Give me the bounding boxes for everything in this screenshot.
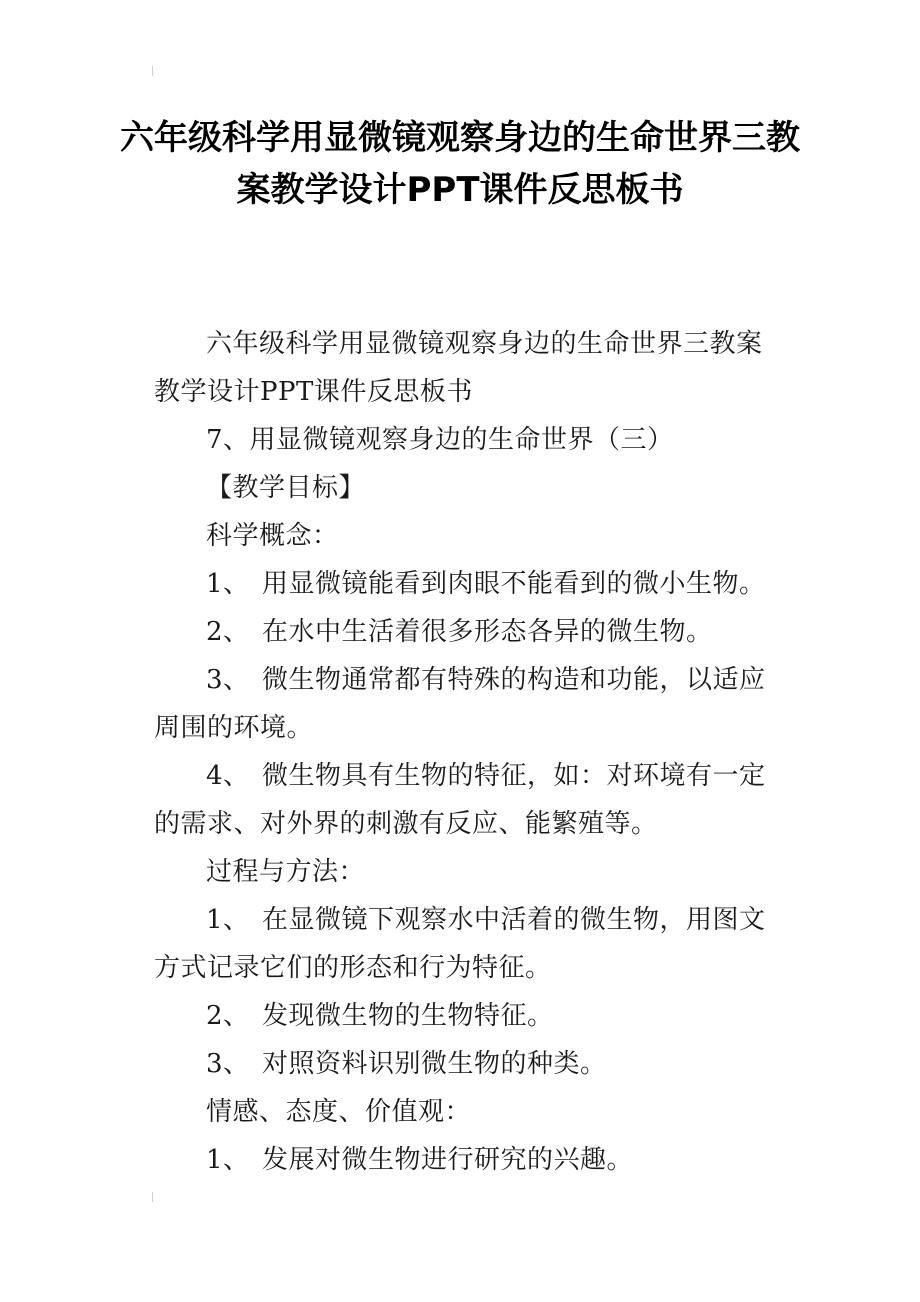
list-item-number: 1、 [206,905,250,935]
list-item [154,1040,774,1088]
list-item-number: 4、 [206,761,250,791]
list-item-text: 在显微镜下观察水中活着的微生物，用图文方式记录它们的形态和行为特征。 [154,905,766,983]
subheading-science-concepts: 科学概念： [206,521,339,551]
list-item-number: 3、 [206,665,250,695]
list-item-text: 发现微生物的生物特征。 [262,1001,554,1031]
list-item [154,1136,774,1184]
list-item-number: 1、 [206,569,250,599]
list-item [154,608,774,656]
list-item-text: 微生物具有生物的特征，如：对环境有一定的需求、对外界的刺激有反应、能繁殖等。 [154,761,766,839]
list-item-number: 2、 [206,617,250,647]
paragraph-lesson-heading: 7、用显微镜观察身边的生命世界（三） [206,425,674,455]
corner-mark-top [152,66,157,76]
list-item [154,896,774,992]
list-item-number: 3、 [206,1049,250,1079]
list-item-number: 2、 [206,1001,250,1031]
list-item-text: 用显微镜能看到肉眼不能看到的微小生物。 [262,569,766,599]
list-item [154,992,774,1040]
document-title: 六年级科学用显微镜观察身边的生命世界三教案教学设计PPT课件反思板书 [120,118,800,210]
corner-mark-bottom [152,1192,157,1202]
subheading-process-methods: 过程与方法： [206,857,366,887]
list-item [154,656,774,752]
list-item-number: 1、 [206,1145,250,1175]
subheading-attitudes-values: 情感、态度、价值观： [206,1097,472,1127]
list-item-text: 发展对微生物进行研究的兴趣。 [262,1145,634,1175]
section-heading-objectives: 【教学目标】 [206,473,366,503]
document-body [154,320,774,1184]
list-item [154,752,774,848]
paragraph-intro: 六年级科学用显微镜观察身边的生命世界三教案教学设计PPT课件反思板书 [154,329,763,407]
list-item-text: 微生物通常都有特殊的构造和功能，以适应周围的环境。 [154,665,766,743]
list-item-text: 在水中生活着很多形态各异的微生物。 [262,617,713,647]
list-item [154,560,774,608]
list-item-text: 对照资料识别微生物的种类。 [262,1049,607,1079]
